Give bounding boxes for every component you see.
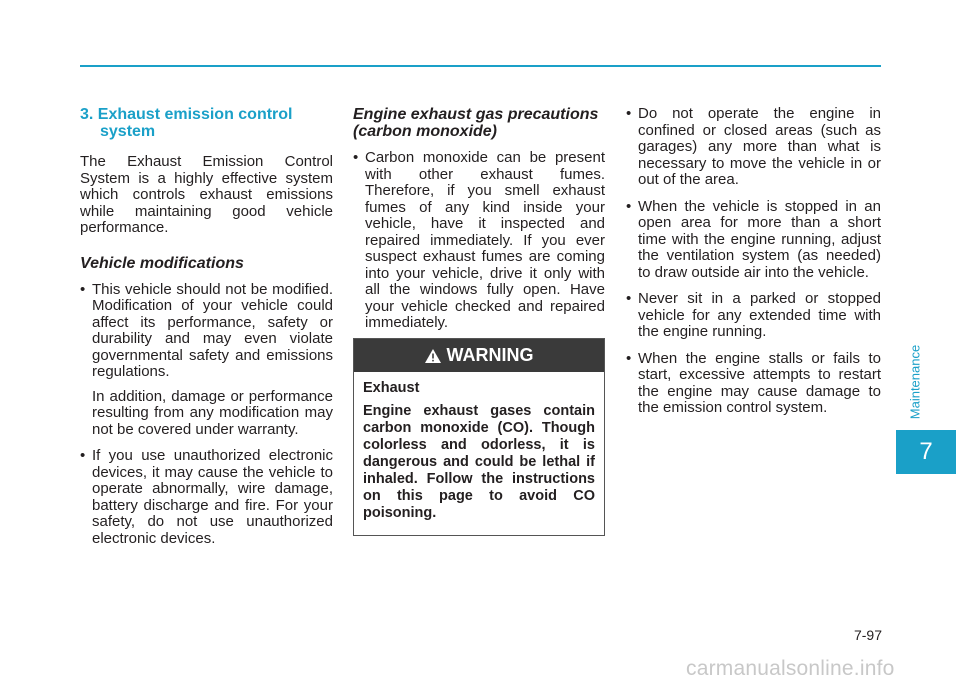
top-rule <box>80 65 881 67</box>
list-item <box>353 150 605 332</box>
bullet-icon: • <box>626 105 632 122</box>
column-3-list <box>626 106 881 417</box>
list-item <box>80 282 333 439</box>
chapter-tab <box>896 430 956 474</box>
column-2 <box>353 106 605 342</box>
list-item <box>626 351 881 417</box>
column-3 <box>626 106 881 427</box>
chapter-number: 7 <box>919 438 933 465</box>
list-item-text: This vehicle should not be modified. Modification of your vehicle could affect its performance, safety or durability and may even violate governmental safety and emissions regulations. <box>92 280 333 380</box>
warning-box <box>353 338 605 536</box>
bullet-icon: • <box>626 349 632 367</box>
page-number: 7-97 <box>853 627 882 643</box>
warning-body <box>354 372 604 522</box>
exhaust-precautions-list <box>353 150 605 332</box>
list-item-text: Do not operate the engine in confined or closed areas (such as garages) any more than what is necessary to move the vehicle in or out of the area. <box>638 105 881 188</box>
bullet-icon: • <box>80 280 86 298</box>
list-item-text: When the vehicle is stopped in an open area for more than a short time with the engine running, adjust the ventilation system (as needed) to draw outside air into the vehicle. <box>638 197 881 281</box>
bullet-icon: • <box>80 447 86 464</box>
exhaust-precautions-heading-line1: Engine exhaust gas precautions <box>353 106 599 123</box>
list-item <box>626 106 881 189</box>
list-item <box>80 448 333 547</box>
vehicle-modifications-heading: Vehicle modifications <box>80 254 244 272</box>
exhaust-precautions-heading <box>353 106 605 140</box>
bullet-icon: • <box>353 149 359 166</box>
list-item <box>626 199 881 282</box>
warning-title: Exhaust <box>363 380 420 396</box>
vehicle-modifications-list <box>80 282 333 548</box>
section-title-line1: 3. Exhaust emission control <box>80 106 293 123</box>
list-item-text: Never sit in a parked or stopped vehicle for any extended time with the engine running. <box>638 290 881 340</box>
list-item-extra-text: In addition, damage or performance resulting from any modification may not be covered under warranty. <box>92 387 333 438</box>
warning-text: Engine exhaust gases contain carbon monoxide (CO). Though colorless and odorless, it is dangerous and could be lethal if inhaled. Follow the instructions on this page to avoid CO poisoning. <box>363 403 595 521</box>
list-item-text: If you use unauthorized electronic devices, it may cause the vehicle to operate abnormally, wire damage, battery discharge and fire. For your safety, do not use unauthorized electronic devices. <box>92 447 333 547</box>
column-1 <box>80 106 333 557</box>
warning-header <box>354 339 604 372</box>
list-item-text: Carbon monoxide can be present with other exhaust fumes. Therefore, if you smell exhaust fumes of any kind inside your vehicle, have it inspected and repaired immediately. If you ever suspect exhaust fumes are coming into your vehicle, drive it only with all the windows fully open. Have your vehicle checked and repaired immediately. <box>365 149 605 331</box>
bullet-icon: • <box>626 197 632 215</box>
chapter-side-label <box>905 342 925 422</box>
warning-label: WARNING <box>446 345 534 365</box>
warning-triangle-icon <box>425 349 441 363</box>
bullet-icon: • <box>626 290 632 307</box>
section-title-line2: system <box>100 123 156 140</box>
watermark: carmanualsonline.info <box>686 657 895 680</box>
intro-paragraph: The Exhaust Emission Control System is a highly effective system which controls exhaust emissions while maintaining good vehicle performance. <box>80 153 333 236</box>
exhaust-precautions-heading-line2: (carbon monoxide) <box>353 123 498 140</box>
list-item-text: When the engine stalls or fails to start, excessive attempts to restart the engine may cause damage to the emission control system. <box>638 349 881 416</box>
chapter-side-label-text: Maintenance <box>907 344 923 420</box>
list-item <box>626 291 881 341</box>
section-title <box>80 106 333 140</box>
